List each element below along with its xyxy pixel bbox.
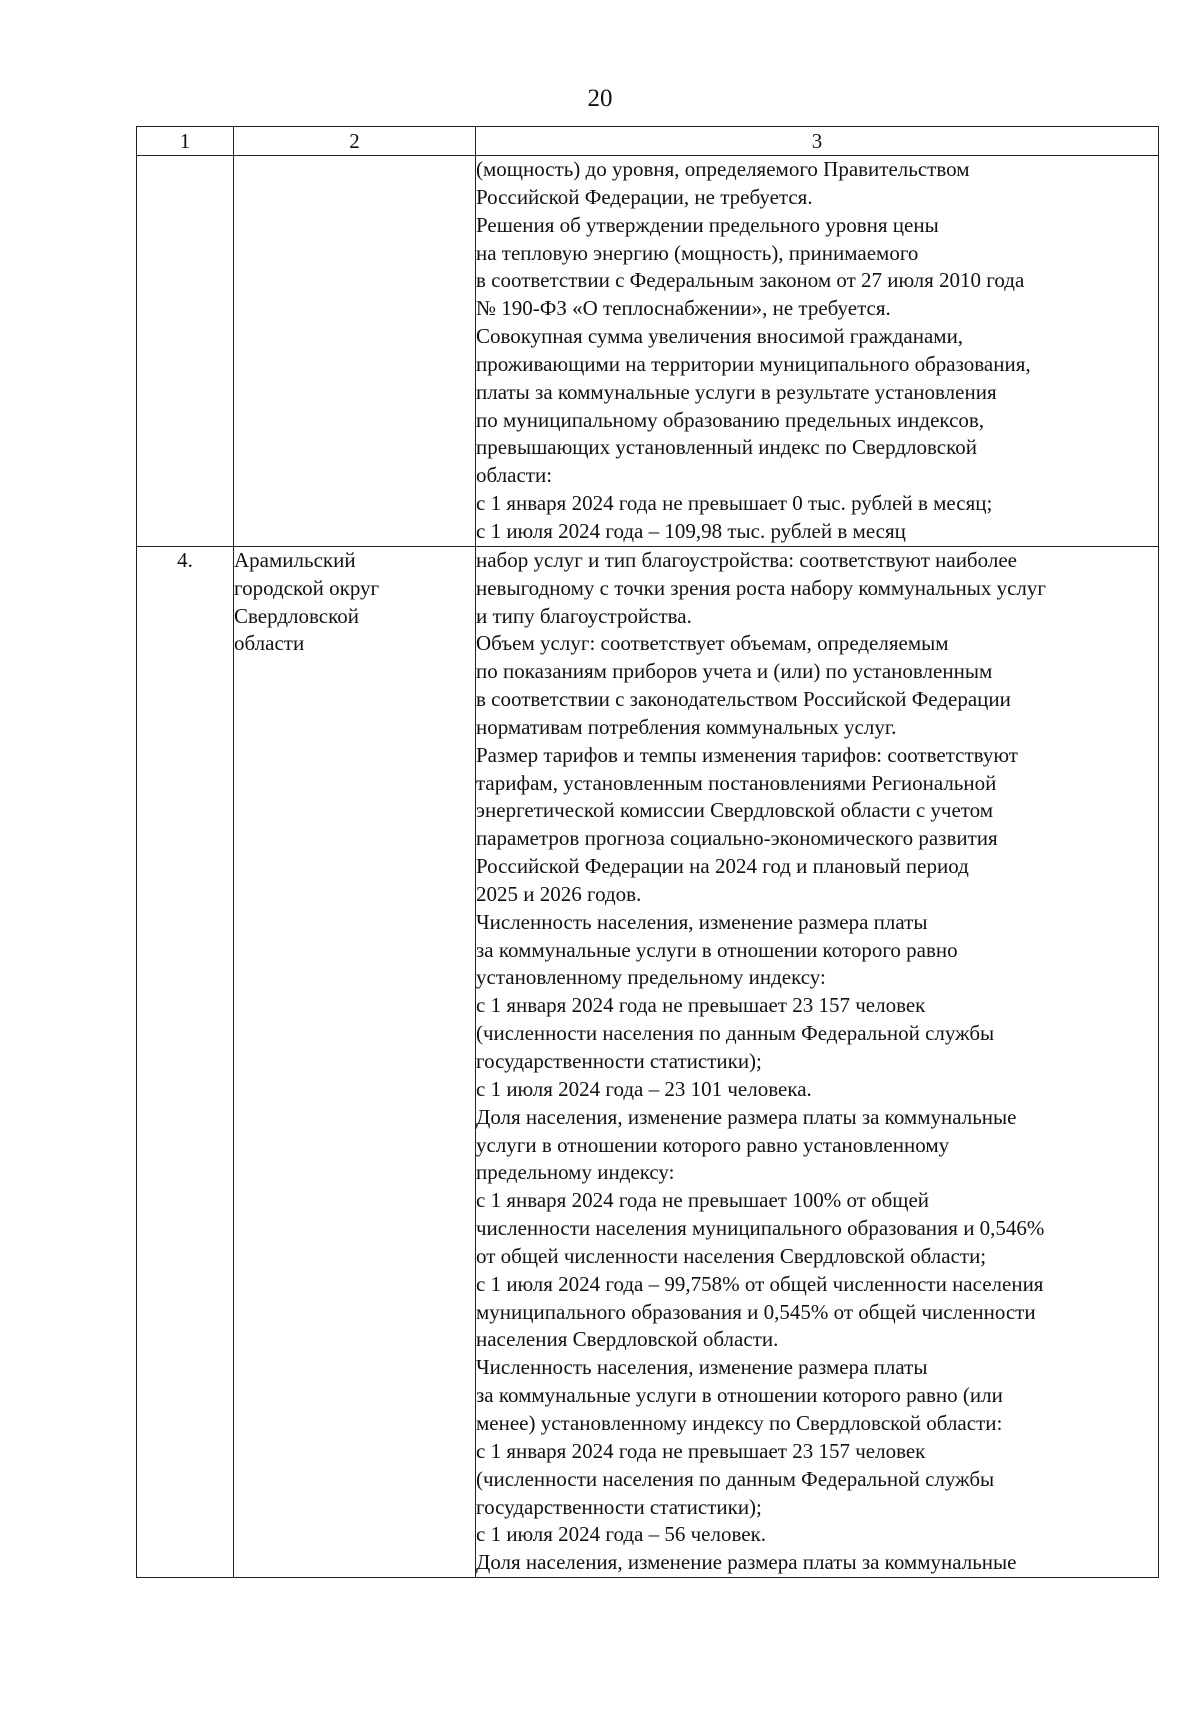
municipality-name-cell	[234, 546, 476, 1577]
document-table	[136, 126, 1159, 1578]
content-line: с 1 июля 2024 года – 56 человек.	[476, 1522, 767, 1547]
municipality-name-line: городской округ	[234, 575, 380, 600]
content-line: тарифам, установленным постановлениями Региональной	[476, 770, 997, 795]
content-line: Совокупная сумма увеличения вносимой гражданами,	[476, 324, 964, 349]
content-line: (численности населения по данным Федеральной службы	[476, 1021, 995, 1046]
content-line: с 1 июля 2024 года – 23 101 человека.	[476, 1076, 812, 1101]
content-line: нормативам потребления коммунальных услуг.	[476, 714, 897, 739]
content-line: платы за коммунальные услуги в результате установления	[476, 379, 997, 404]
column-header-2: 2	[234, 127, 476, 156]
row-content-cell	[476, 546, 1159, 1577]
content-line: (мощность) до уровня, определяемого Правительством	[476, 157, 970, 181]
column-header-1: 1	[137, 127, 234, 156]
content-line: предельному индексу:	[476, 1160, 675, 1185]
content-line: Объем услуг: соответствует объемам, определяемым	[476, 631, 949, 656]
municipality-name-line: области	[234, 631, 305, 656]
content-line: на тепловую энергию (мощность), принимаемого	[476, 240, 919, 265]
content-line: населения Свердловской области.	[476, 1327, 779, 1352]
municipality-name-line: Свердловской	[234, 603, 359, 628]
content-line: и типу благоустройства.	[476, 603, 692, 628]
content-line: с 1 января 2024 года не превышает 23 157 человек	[476, 993, 926, 1018]
row-content-cell	[476, 156, 1159, 547]
content-line: муниципального образования и 0,545% от общей численности	[476, 1299, 1036, 1324]
content-line: Российской Федерации, не требуется.	[476, 184, 813, 209]
table-row	[137, 546, 1159, 1577]
content-line: параметров прогноза социально-экономического развития	[476, 826, 998, 851]
table-header-row	[137, 127, 1159, 156]
content-line: с 1 июля 2024 года – 109,98 тыс. рублей в месяц	[476, 518, 906, 543]
content-line: Решения об утверждении предельного уровня цены	[476, 212, 939, 237]
content-line: численности населения муниципального образования и 0,546%	[476, 1216, 1045, 1241]
content-line: 2025 и 2026 годов.	[476, 881, 642, 906]
content-line: невыгодному с точки зрения роста набору коммунальных услуг	[476, 575, 1047, 600]
content-line: услуги в отношении которого равно установленному	[476, 1132, 950, 1157]
content-line: с 1 января 2024 года не превышает 23 157 человек	[476, 1438, 926, 1463]
content-line: превышающих установленный индекс по Свердловской	[476, 435, 977, 460]
content-line: от общей численности населения Свердловской области;	[476, 1243, 987, 1268]
content-line: энергетической комиссии Свердловской области с учетом	[476, 798, 994, 823]
page-number: 20	[587, 85, 613, 112]
content-line: по муниципальному образованию предельных индексов,	[476, 407, 985, 432]
content-line: (численности населения по данным Федеральной службы	[476, 1466, 995, 1491]
content-line: № 190-ФЗ «О теплоснабжении», не требуется.	[476, 296, 891, 321]
content-line: за коммунальные услуги в отношении которого равно	[476, 937, 958, 962]
content-line: по показаниям приборов учета и (или) по установленным	[476, 659, 993, 684]
content-line: установленному предельному индексу:	[476, 965, 826, 990]
content-line: области:	[476, 463, 553, 488]
content-line: набор услуг и тип благоустройства: соответствуют наиболее	[476, 547, 1017, 572]
content-line: проживающими на территории муниципального образования,	[476, 351, 1031, 376]
content-line: Численность населения, изменение размера платы	[476, 1355, 928, 1380]
row-number-cell: 4.	[137, 546, 234, 1577]
column-header-3: 3	[476, 127, 1159, 156]
content-line: менее) установленному индексу по Свердловской области:	[476, 1410, 1003, 1435]
content-line: с 1 января 2024 года не превышает 100% от общей	[476, 1188, 930, 1213]
content-line: за коммунальные услуги в отношении которого равно (или	[476, 1383, 1003, 1408]
content-line: Российской Федерации на 2024 год и плановый период	[476, 854, 969, 879]
municipality-name-cell	[234, 156, 476, 547]
content-line: в соответствии с законодательством Российской Федерации	[476, 687, 1011, 712]
content-line: с 1 июля 2024 года – 99,758% от общей численности населения	[476, 1271, 1044, 1296]
content-line: государственности статистики);	[476, 1049, 762, 1073]
content-line: в соответствии с Федеральным законом от 27 июля 2010 года	[476, 268, 1025, 293]
content-line: с 1 января 2024 года не превышает 0 тыс. рублей в месяц;	[476, 491, 993, 516]
content-line: Доля населения, изменение размера платы за коммунальные	[476, 1104, 1017, 1129]
content-line: Доля населения, изменение размера платы за коммунальные	[476, 1550, 1017, 1575]
row-number-cell	[137, 156, 234, 547]
table-row	[137, 156, 1159, 547]
content-line: Численность населения, изменение размера платы	[476, 909, 928, 934]
content-line: Размер тарифов и темпы изменения тарифов: соответствуют	[476, 742, 1018, 767]
content-line: государственности статистики);	[476, 1494, 762, 1519]
municipality-name-line: Арамильский	[234, 547, 356, 572]
